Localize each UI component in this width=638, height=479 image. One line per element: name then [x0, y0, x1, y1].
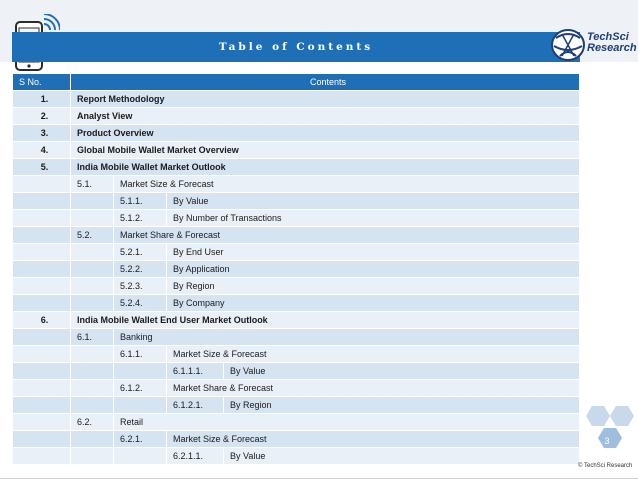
- row-title: Report Methodology: [71, 91, 580, 108]
- subsection-number: 5.2.2.: [114, 261, 167, 278]
- row-number: [13, 244, 71, 261]
- hexagon-decoration-icon: [576, 400, 638, 462]
- table-row: [13, 414, 580, 431]
- row-number: [13, 227, 71, 244]
- subsection-title: By Company: [167, 295, 580, 312]
- table-row: [13, 312, 580, 329]
- subsubsection-title: By Value: [224, 363, 580, 380]
- indent-cell: [114, 397, 167, 414]
- section-number: 6.2.: [71, 414, 114, 431]
- subsection-number: 6.1.1.: [114, 346, 167, 363]
- table-row: [13, 244, 580, 261]
- row-number: [13, 346, 71, 363]
- subsubsection-title: By Value: [224, 448, 580, 465]
- indent-cell: [71, 380, 114, 397]
- logo-text: [587, 32, 637, 54]
- subsection-title: Market Share & Forecast: [167, 380, 580, 397]
- subsubsection-number: 6.1.1.1.: [167, 363, 224, 380]
- table-row: [13, 159, 580, 176]
- subsection-title: By Number of Transactions: [167, 210, 580, 227]
- row-number: [13, 329, 71, 346]
- subsection-number: 5.1.2.: [114, 210, 167, 227]
- row-number: [13, 363, 71, 380]
- table-row: [13, 210, 580, 227]
- subsection-number: 5.1.1.: [114, 193, 167, 210]
- table-row: [13, 176, 580, 193]
- table-row: [13, 380, 580, 397]
- subsection-title: Market Size & Forecast: [167, 346, 580, 363]
- subsection-title: By Application: [167, 261, 580, 278]
- indent-cell: [71, 210, 114, 227]
- indent-cell: [71, 431, 114, 448]
- subsection-number: 5.2.3.: [114, 278, 167, 295]
- section-title: Market Share & Forecast: [114, 227, 580, 244]
- table-header-row: [13, 74, 580, 91]
- column-header-contents: Contents: [71, 74, 580, 91]
- table-row: [13, 295, 580, 312]
- subsection-title: By End User: [167, 244, 580, 261]
- page-title: Table of Contents: [218, 41, 374, 53]
- column-header-sno: S No.: [13, 74, 71, 91]
- subsection-number: 6.2.1.: [114, 431, 167, 448]
- subsubsection-number: 6.2.1.1.: [167, 448, 224, 465]
- row-title: Product Overview: [71, 125, 580, 142]
- logo-line-1: TechSci: [587, 31, 629, 43]
- row-number: 3.: [13, 125, 71, 142]
- table-row: [13, 448, 580, 465]
- row-number: [13, 448, 71, 465]
- logo-line-2: Research: [587, 42, 637, 54]
- section-title: Market Size & Forecast: [114, 176, 580, 193]
- indent-cell: [71, 363, 114, 380]
- row-number: [13, 380, 71, 397]
- section-number: 5.1.: [71, 176, 114, 193]
- table-row: [13, 363, 580, 380]
- subsubsection-number: 6.1.2.1.: [167, 397, 224, 414]
- subsection-number: 5.2.4.: [114, 295, 167, 312]
- indent-cell: [71, 193, 114, 210]
- table-row: [13, 278, 580, 295]
- indent-cell: [71, 244, 114, 261]
- table-row: [13, 108, 580, 125]
- row-number: [13, 210, 71, 227]
- subsection-number: 6.1.2.: [114, 380, 167, 397]
- indent-cell: [114, 448, 167, 465]
- indent-cell: [71, 397, 114, 414]
- row-number: 5.: [13, 159, 71, 176]
- indent-cell: [71, 448, 114, 465]
- copyright-text: © TechSci Research: [578, 463, 633, 469]
- table-row: [13, 91, 580, 108]
- subsection-title: Market Size & Forecast: [167, 431, 580, 448]
- wifi-icon: [44, 14, 60, 30]
- section-title: Banking: [114, 329, 580, 346]
- row-number: 1.: [13, 91, 71, 108]
- row-title: Analyst View: [71, 108, 580, 125]
- row-number: [13, 278, 71, 295]
- row-number: [13, 414, 71, 431]
- indent-cell: [114, 363, 167, 380]
- indent-cell: [71, 261, 114, 278]
- page-number: 3: [604, 436, 610, 446]
- section-number: 6.1.: [71, 329, 114, 346]
- table-row: [13, 261, 580, 278]
- table-body: [13, 91, 580, 465]
- subsection-title: By Region: [167, 278, 580, 295]
- indent-cell: [71, 278, 114, 295]
- row-number: 2.: [13, 108, 71, 125]
- section-number: 5.2.: [71, 227, 114, 244]
- row-number: 6.: [13, 312, 71, 329]
- table-of-contents: [12, 73, 580, 465]
- table-row: [13, 227, 580, 244]
- indent-cell: [71, 346, 114, 363]
- table-row: [13, 346, 580, 363]
- row-number: 4.: [13, 142, 71, 159]
- table-row: [13, 125, 580, 142]
- row-title: India Mobile Wallet Market Outlook: [71, 159, 580, 176]
- row-number: [13, 431, 71, 448]
- section-title: Retail: [114, 414, 580, 431]
- row-title: Global Mobile Wallet Market Overview: [71, 142, 580, 159]
- row-title: India Mobile Wallet End User Market Outlook: [71, 312, 580, 329]
- table-row: [13, 329, 580, 346]
- row-number: [13, 176, 71, 193]
- subsubsection-title: By Region: [224, 397, 580, 414]
- subsection-title: By Value: [167, 193, 580, 210]
- row-number: [13, 295, 71, 312]
- table-row: [13, 193, 580, 210]
- row-number: [13, 261, 71, 278]
- row-number: [13, 193, 71, 210]
- indent-cell: [71, 295, 114, 312]
- table-row: [13, 397, 580, 414]
- row-number: [13, 397, 71, 414]
- table-row: [13, 431, 580, 448]
- subsection-number: 5.2.1.: [114, 244, 167, 261]
- table-row: [13, 142, 580, 159]
